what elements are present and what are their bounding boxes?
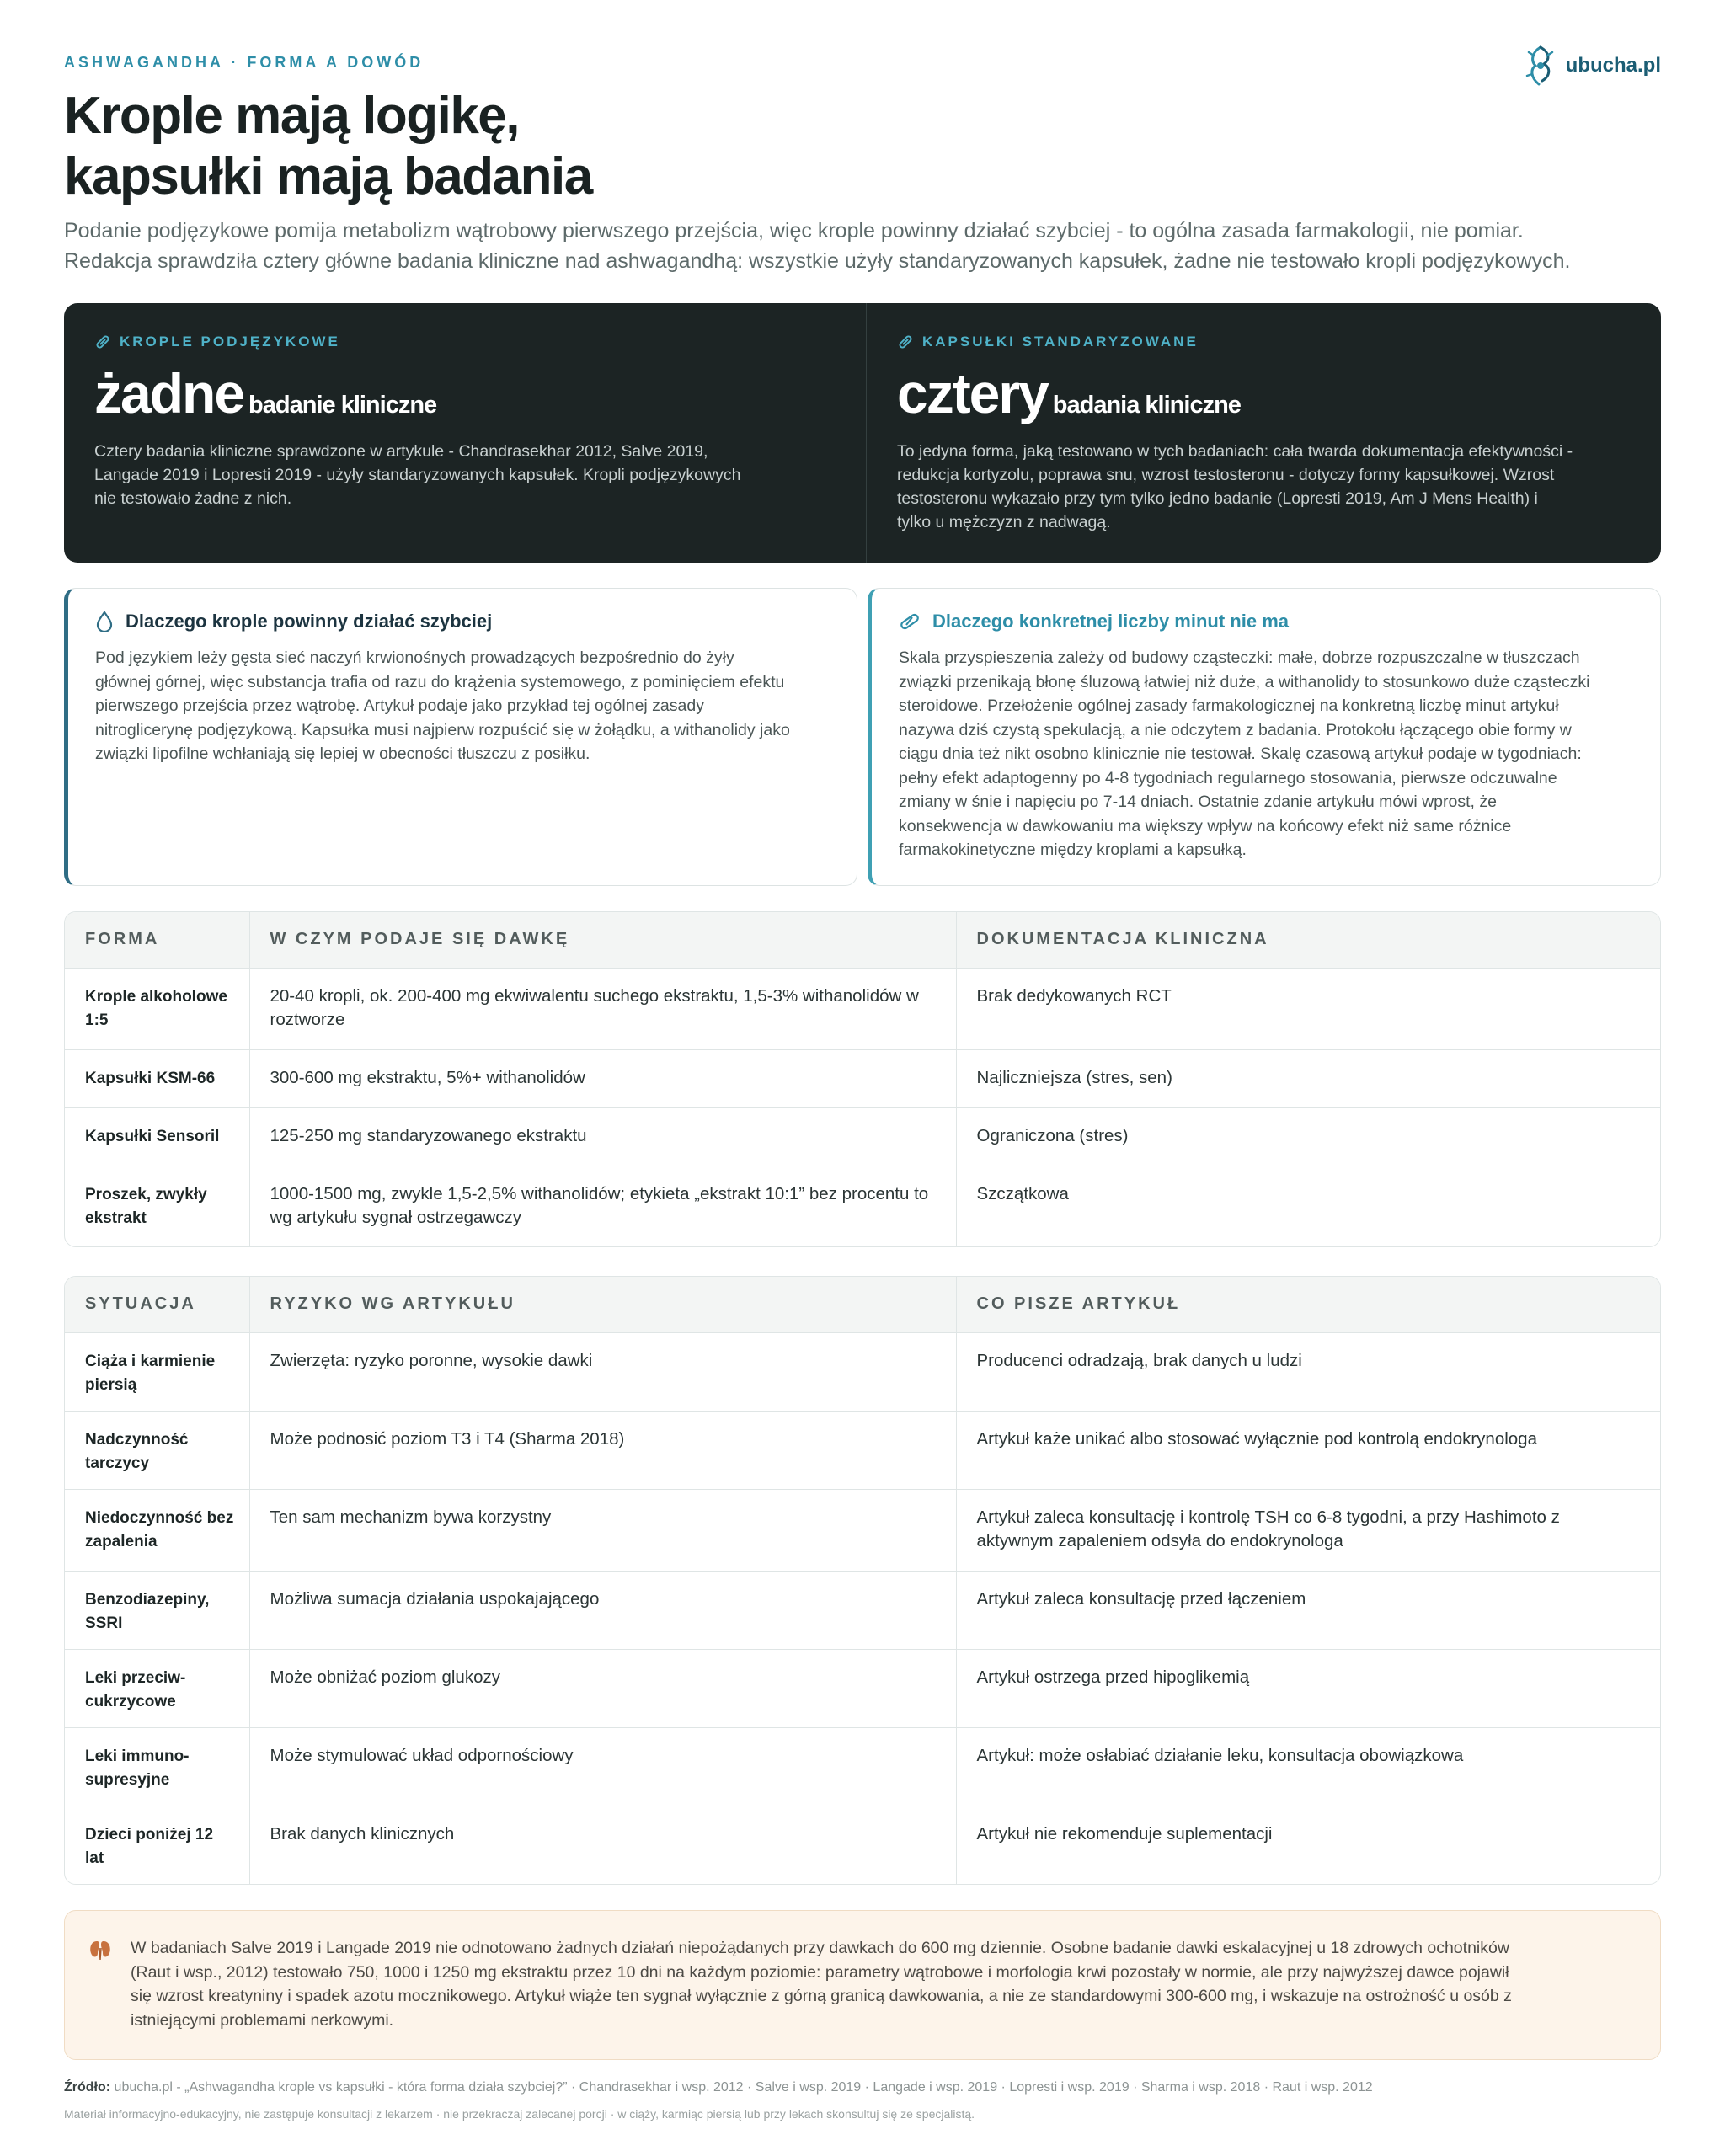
card-line: farmakokinetyczne między kroplami a kapsułką. — [899, 841, 1247, 859]
note-line: (Raut i wsp., 2012) testowało 750, 1000 i 1250 mg ekstraktu przez 10 dni na każdym poziomie: parametry wątrobowe i morfologia krwi pozostały w normie, ale przy najwyższej dawce pojawił — [131, 1962, 1509, 1982]
stat-capsules — [866, 303, 1669, 563]
card-line: nazywa dziś czystą spekulacją, a nie odczytem z badania. Protokołu łączącego obie formy w — [899, 720, 1572, 739]
card-line: zmiany w śnie i napięciu po 7-14 dniach. Ostatnie zdanie artykułu mówi wprost, że — [899, 792, 1497, 811]
card-line: konsekwencja w dawkowaniu ma większy wpływ na końcowy efekt niż same różnice — [899, 816, 1512, 835]
card-line: steroidowe. Przełożenie ogólnej zasady farmakologicznej na konkretną liczbę minut artykuł — [899, 696, 1559, 715]
stat-capsules-line: tylko u mężczyzn z nadwagą. — [897, 513, 1111, 531]
table-row — [65, 1049, 1660, 1107]
table-cell-dose: 125-250 mg standaryzowanego ekstraktu — [249, 1107, 956, 1166]
brand-name: ubucha.pl — [1565, 54, 1661, 77]
pill-icon — [899, 611, 921, 632]
card-line: związki przenikają błonę śluzową łatwiej niż duże, a withanolidy to stosunkowo duże cząsteczki — [899, 672, 1590, 691]
note-line: W badaniach Salve 2019 i Langade 2019 nie odnotowano żadnych działań niepożądanych przy dawkach do 600 mg dziennie. Osobne badanie dawki eskalacyjnej u 18 zdrowych ochotników — [131, 1939, 1509, 1957]
page-title — [64, 86, 592, 207]
forms-table — [64, 911, 1661, 1247]
table-cell-dose: 1000-1500 mg, zwykle 1,5-2,5% withanolidów; etykieta „ekstrakt 10:1” bez procentu to wg artykułu sygnał ostrzegawczy — [249, 1166, 956, 1246]
table-cell-docs: Ograniczona (stres) — [956, 1107, 1660, 1166]
disclaimer: Materiał informacyjno-edukacyjny, nie zastępuje konsultacji z lekarzem · nie przekraczaj zalecanej porcji · w ciąży, karmiąc piersią lub przy lekach skonsultuj się ze specjalistą. — [64, 2107, 975, 2121]
stat-capsules-kicker — [897, 334, 1638, 350]
table-cell-form: Proszek, zwykły ekstrakt — [65, 1166, 249, 1246]
table-cell-article: Artykuł każe unikać albo stosować wyłącznie pod kontrolą endokrynologa — [956, 1411, 1660, 1489]
stat-drops-number: żadne — [94, 362, 244, 424]
table-cell-situation: Dzieci poniżej 12 lat — [65, 1806, 249, 1884]
table-cell-article: Artykuł: może osłabiać działanie leku, konsultacja obowiązkowa — [956, 1727, 1660, 1806]
risk-table — [64, 1276, 1661, 1885]
table-cell-article: Artykuł zaleca konsultację i kontrolę TSH co 6-8 tygodni, a przy Hashimoto z aktywnym zapaleniem odsyła do endokrynologa — [956, 1489, 1660, 1571]
table-cell-docs: Szczątkowa — [976, 1183, 1069, 1203]
column-header: CO PISZE ARTYKUŁ — [956, 1277, 1660, 1332]
table-row — [65, 968, 1660, 1049]
ashwagandha-leaf-icon — [1524, 44, 1557, 88]
stats-panel — [64, 303, 1661, 563]
table-cell-form: Kapsułki KSM-66 — [65, 1049, 249, 1107]
table-cell-risk: Zwierzęta: ryzyko poronne, wysokie dawki — [249, 1332, 956, 1411]
table-cell-article: Producenci odradzają, brak danych u ludzi — [956, 1332, 1660, 1411]
note-line: istniejącymi problemami nerkowymi. — [131, 2010, 394, 2030]
table-cell-form: Krople alkoholowe 1:5 — [65, 968, 249, 1049]
pill-icon — [897, 334, 914, 350]
table-cell-dose: 20-40 kropli, ok. 200-400 mg ekwiwalentu suchego ekstraktu, 1,5-3% withanolidów w roztworze — [249, 968, 956, 1049]
table-cell-article: Artykuł zaleca konsultację przed łączeniem — [956, 1571, 1660, 1649]
table-cell-docs: Brak dedykowanych RCT — [956, 968, 1660, 1049]
stat-drops-description — [94, 440, 836, 510]
card-line: pełny efekt adaptogenny po 4-8 tygodniach regularnego stosowania, pierwsze odczuwalne — [899, 768, 1557, 787]
eyebrow-label: ASHWAGANDHA · FORMA A DOWÓD — [64, 54, 425, 71]
table-cell-situation: Leki immuno-supresyjne — [65, 1727, 249, 1806]
pill-icon — [94, 334, 111, 350]
stat-capsules-number: cztery — [897, 362, 1048, 424]
source-text: ubucha.pl - „Ashwagandha krople vs kapsułki - która forma działa szybciej?” · Chandrasekhar i wsp. 2012 · Salve i wsp. 2019 · Langade i wsp. 2019 · Lopresti i wsp. 2019 · Sharma i wsp. 2018 · Raut i wsp. 2012 — [114, 2080, 1373, 2095]
stat-capsules-unit: badania kliniczne — [1052, 392, 1241, 419]
card-why-drops-body — [95, 646, 831, 766]
table-cell-dose: 300-600 mg ekstraktu, 5%+ withanolidów — [249, 1049, 956, 1107]
stat-capsules-line: testosteronu wykazało przy tym tylko jedno badanie (Lopresti 2019, Am J Mens Health) i — [897, 489, 1538, 508]
stat-drops-line: Cztery badania kliniczne sprawdzone w artykule - Chandrasekhar 2012, Salve 2019, — [94, 442, 708, 461]
card-line: nitroglicerynę podjęzykową. Kapsułka musi najpierw rozpuścić się w żołądku, a withanolidy jako — [95, 720, 790, 739]
brand-logo[interactable] — [1524, 44, 1661, 88]
table-cell-situation: Nadczynność tarczycy — [65, 1411, 249, 1489]
title-line-2: kapsułki mają badania — [64, 147, 592, 205]
card-line: ciągu dnia też nikt osobno klinicznie nie testował. Skalę czasową artykuł podaje w tygodniach: — [899, 744, 1582, 763]
stat-drops-kicker-text: KROPLE PODJĘZYKOWE — [120, 334, 340, 350]
stat-capsules-value — [897, 362, 1638, 424]
table-row — [65, 1166, 1660, 1246]
table-row — [65, 1571, 1660, 1649]
card-why-drops-title: Dlaczego krople powinny działać szybciej — [126, 611, 493, 632]
table-row — [65, 1332, 1660, 1411]
kidney-safety-note — [64, 1910, 1661, 2060]
table-cell-form: Kapsułki Sensoril — [65, 1107, 249, 1166]
table-cell-risk: Możliwa sumacja działania uspokajającego — [249, 1571, 956, 1649]
stat-capsules-line: To jedyna forma, jaką testowano w tych badaniach: cała twarda dokumentacja efektywności - — [897, 442, 1573, 461]
table-cell-situation: Niedoczynność bez zapalenia — [65, 1489, 249, 1571]
stat-capsules-line: redukcja kortyzolu, poprawa snu, wzrost testosteronu - dotyczy formy kapsułkowej. Wzrost — [897, 466, 1555, 484]
lead-paragraph — [64, 216, 1661, 276]
kidneys-icon — [88, 1938, 112, 1963]
card-line: Pod językiem leży gęsta sieć naczyń krwionośnych prowadzących bezpośrednio do żyły — [95, 648, 734, 667]
table-cell-risk: Może stymulować układ odpornościowy — [249, 1727, 956, 1806]
column-header: SYTUACJA — [65, 1277, 249, 1332]
table-row — [65, 1489, 1660, 1571]
table-row — [65, 1649, 1660, 1727]
card-why-drops-faster — [64, 588, 857, 886]
table-header-row — [65, 1277, 1660, 1332]
card-line: związki lipofilne wchłaniają się lepiej w obecności tłuszczu z posiłku. — [95, 744, 590, 763]
stat-drops-line: Langade 2019 i Lopresti 2019 - użyły standaryzowanych kapsułek. Kropli podjęzykowych — [94, 466, 741, 484]
column-header: W CZYM PODAJE SIĘ DAWKĘ — [249, 912, 956, 968]
table-row — [65, 1727, 1660, 1806]
stat-drops-kicker — [94, 334, 836, 350]
source-footer — [64, 2080, 1373, 2095]
stat-capsules-kicker-text: KAPSUŁKI STANDARYZOWANE — [922, 334, 1199, 350]
table-row — [65, 1411, 1660, 1489]
card-line: Skala przyspieszenia zależy od budowy cząsteczki: małe, dobrze rozpuszczalne w tłuszczach — [899, 648, 1580, 667]
card-line: głównej górnej, więc substancja trafia od razu do krążenia systemowego, z pominięciem efektu — [95, 672, 785, 691]
table-cell-situation: Ciąża i karmienie piersią — [65, 1332, 249, 1411]
column-header: RYZYKO WG ARTYKUŁU — [249, 1277, 956, 1332]
table-cell-docs: Najliczniejsza (stres, sen) — [956, 1049, 1660, 1107]
note-line: się wzrost kreatyniny i spadek azotu mocznikowego. Artykuł wiąże ten sygnał wyłącznie z górną granicą dawkowania, a nie ze standardowymi 300-600 mg, i wskazuje na ostrożność u osób z — [131, 1987, 1512, 2005]
table-cell-risk: Brak danych klinicznych — [249, 1806, 956, 1884]
stat-drops-line: nie testowało żadne z nich. — [94, 489, 292, 508]
card-no-minutes-title: Dlaczego konkretnej liczby minut nie ma — [932, 611, 1289, 632]
card-no-minutes-body — [899, 646, 1635, 862]
table-cell-risk: Może obniżać poziom glukozy — [249, 1649, 956, 1727]
kidney-safety-text — [131, 1936, 1512, 2059]
table-cell-situation: Leki przeciw-cukrzycowe — [65, 1649, 249, 1727]
lead-line-1: Podanie podjęzykowe pomija metabolizm wątrobowy pierwszego przejścia, więc krople powinny działać szybciej - to ogólna zasada farmakologii, nie pomiar. — [64, 219, 1524, 243]
card-no-minutes — [868, 588, 1661, 886]
table-cell-article: Artykuł nie rekomenduje suplementacji — [976, 1823, 1273, 1844]
stat-drops — [64, 303, 866, 563]
table-cell-risk: Ten sam mechanizm bywa korzystny — [249, 1489, 956, 1571]
stat-drops-unit: badanie kliniczne — [248, 392, 437, 419]
title-line-1: Krople mają logikę, — [64, 87, 520, 145]
stat-capsules-description — [897, 440, 1638, 534]
column-header: FORMA — [65, 912, 249, 968]
card-line: pierwszego przejścia przez wątrobę. Artykuł podaje jako przykład tej ogólnej zasady — [95, 696, 704, 715]
card-why-drops-header — [95, 611, 831, 632]
table-row — [65, 1806, 1660, 1884]
column-header: DOKUMENTACJA KLINICZNA — [956, 912, 1660, 968]
table-cell-risk: Może podnosić poziom T3 i T4 (Sharma 2018) — [249, 1411, 956, 1489]
lead-line-2: Redakcja sprawdziła cztery główne badania kliniczne nad ashwagandhą: wszystkie użyły standaryzowanych kapsułek, żadne nie testowało kropli podjęzykowych. — [64, 249, 1571, 273]
table-cell-situation: Benzodiazepiny, SSRI — [65, 1571, 249, 1649]
card-no-minutes-header — [899, 611, 1635, 632]
drop-icon — [95, 611, 114, 632]
table-header-row — [65, 912, 1660, 968]
stat-drops-value — [94, 362, 836, 424]
source-label: Źródło: — [64, 2080, 111, 2095]
table-cell-article: Artykuł ostrzega przed hipoglikemią — [956, 1649, 1660, 1727]
table-row — [65, 1107, 1660, 1166]
